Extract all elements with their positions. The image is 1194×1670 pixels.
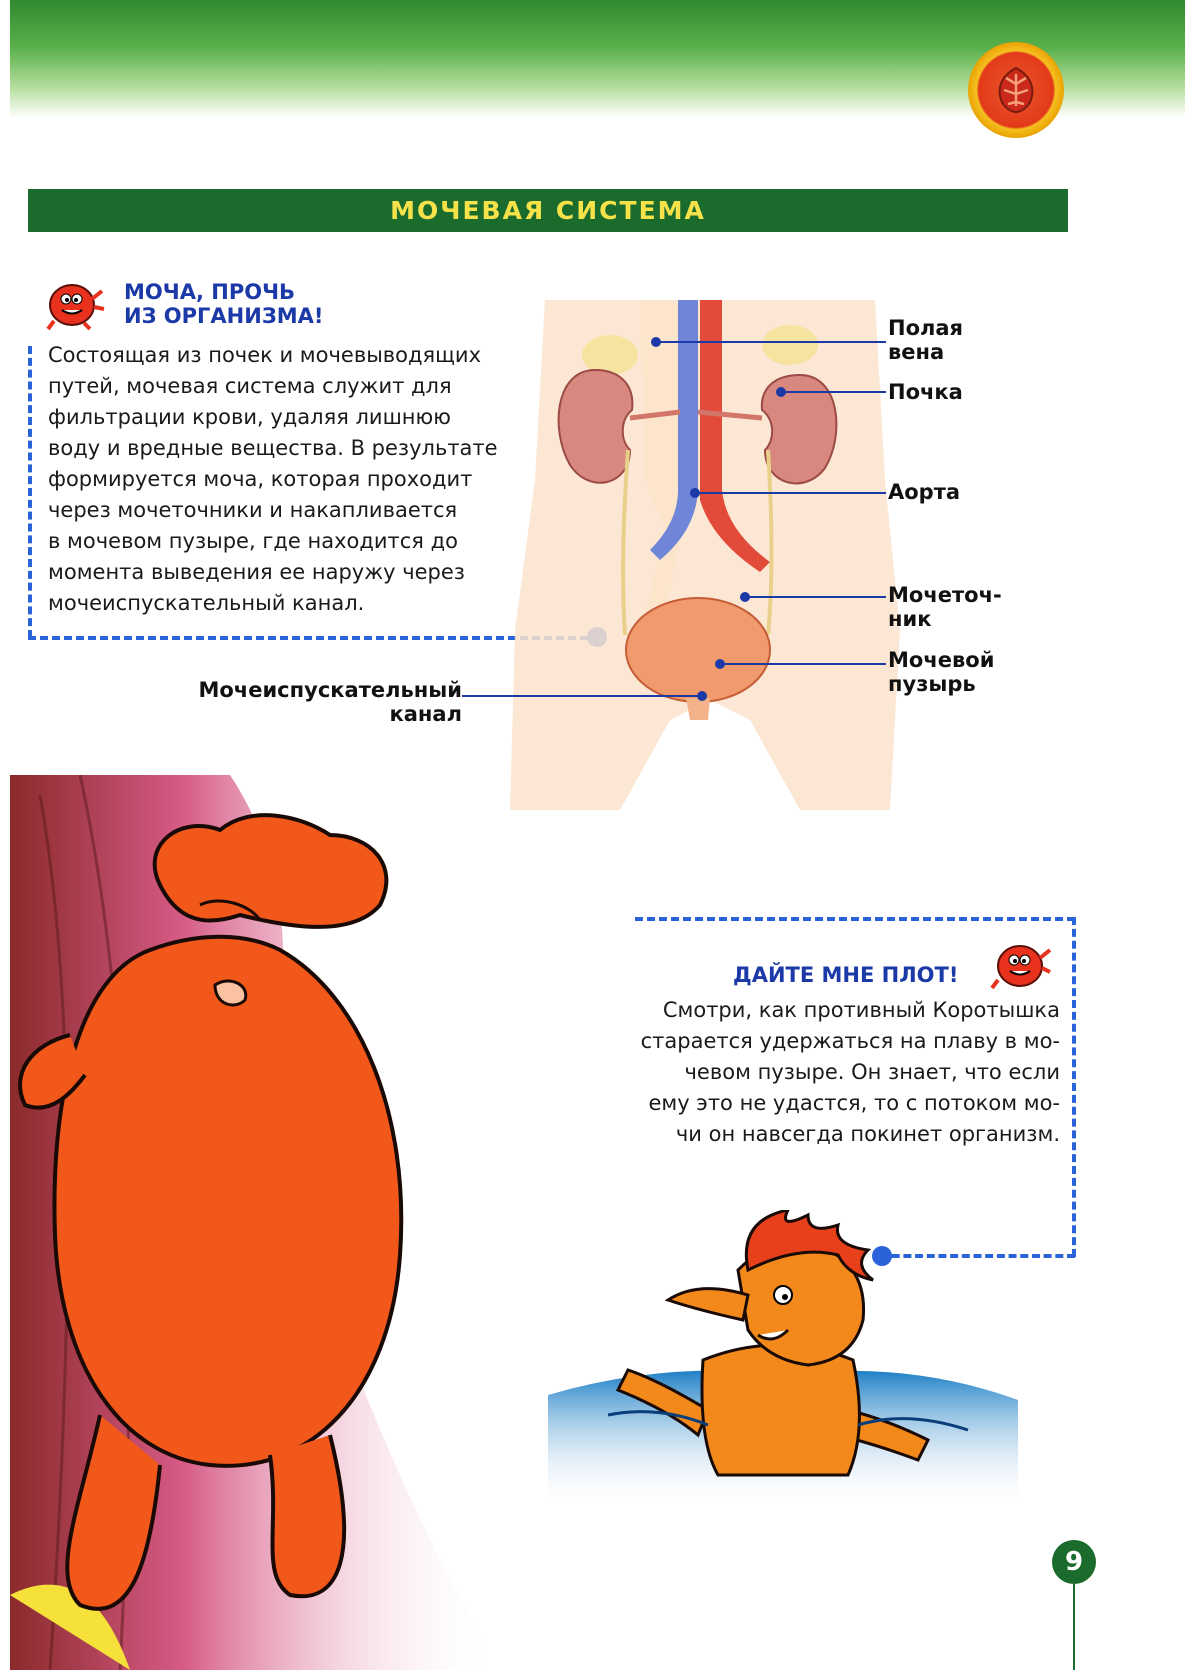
body-line: мочеиспускательный канал. [48, 591, 365, 615]
section1-title [124, 280, 323, 328]
section2-title: ДАЙТЕ МНЕ ПЛОТ! [733, 963, 959, 987]
label-urethra-line1: Мочеиспускательный [198, 678, 462, 702]
label-ureter [888, 583, 1002, 631]
leader-dot-bladder [715, 659, 725, 669]
body-line: чи он навсегда покинет организм. [675, 1122, 1060, 1146]
body-line: формируется моча, которая проходит [48, 467, 473, 491]
leader-aorta [694, 492, 886, 494]
body-line: чевом пузыре. Он знает, что если [684, 1060, 1060, 1084]
label-bladder-line2: пузырь [888, 672, 976, 696]
leader-vena [656, 341, 886, 343]
section-title-bar [28, 189, 1068, 232]
label-vena-line1: Полая [888, 316, 964, 340]
body-line: Смотри, как противный Коротышка [662, 998, 1060, 1022]
section2-frame-top [635, 917, 1075, 921]
leader-dot-vena [651, 337, 661, 347]
label-ureter-line1: Мочеточ- [888, 583, 1002, 607]
leader-ureter [745, 596, 886, 598]
urinary-system-diagram [500, 300, 920, 810]
leader-dot-urethra [697, 691, 707, 701]
blood-cell-mascot-icon [990, 940, 1052, 992]
leader-kidney [780, 391, 886, 393]
section2-frame-right [1072, 917, 1076, 1257]
swimmer-character-illustration [548, 1210, 1018, 1510]
body-line: фильтрации крови, удаляя лишнюю [48, 405, 451, 429]
body-line: ему это не удастся, то с потоком мо- [648, 1091, 1060, 1115]
leader-bladder [720, 663, 886, 665]
body-line: через мочеточники и накапливается [48, 498, 458, 522]
section2-body [610, 995, 1060, 1150]
label-vena [888, 316, 963, 364]
label-urethra-line2: канал [389, 702, 462, 726]
leader-dot-ureter [740, 592, 750, 602]
body-line: момента выведения ее наружу через [48, 560, 465, 584]
leader-dot-kidney [776, 387, 786, 397]
label-bladder-line1: Мочевой [888, 648, 995, 672]
leader-dot-aorta [690, 488, 700, 498]
label-urethra [160, 678, 462, 726]
label-vena-line2: вена [888, 340, 945, 364]
label-ureter-line2: ник [888, 607, 932, 631]
chapter-emblem-icon [968, 42, 1064, 138]
orange-character-illustration [10, 775, 500, 1670]
leader-urethra [462, 695, 702, 697]
label-aorta: Аорта [888, 480, 961, 504]
body-line: старается удержаться на плаву в мо- [640, 1029, 1060, 1053]
label-bladder [888, 648, 994, 696]
body-line: в мочевом пузыре, где находится до [48, 529, 458, 553]
page-number: 9 [1052, 1540, 1096, 1584]
body-line: воду и вредные вещества. В результате [48, 436, 498, 460]
section1-title-line1: МОЧА, ПРОЧЬ [124, 280, 296, 304]
page-title: МОЧЕВАЯ СИСТЕМА [390, 196, 706, 225]
section1-frame-left [28, 346, 32, 638]
section1-body [48, 340, 518, 619]
body-line: путей, мочевая система служит для [48, 374, 452, 398]
label-kidney: Почка [888, 380, 963, 404]
blood-cell-mascot-icon [44, 279, 106, 331]
body-line: Состоящая из почек и мочевыводящих [48, 343, 482, 367]
section1-title-line2: ИЗ ОРГАНИЗМА! [124, 304, 324, 328]
page-number-line [1073, 1584, 1075, 1670]
